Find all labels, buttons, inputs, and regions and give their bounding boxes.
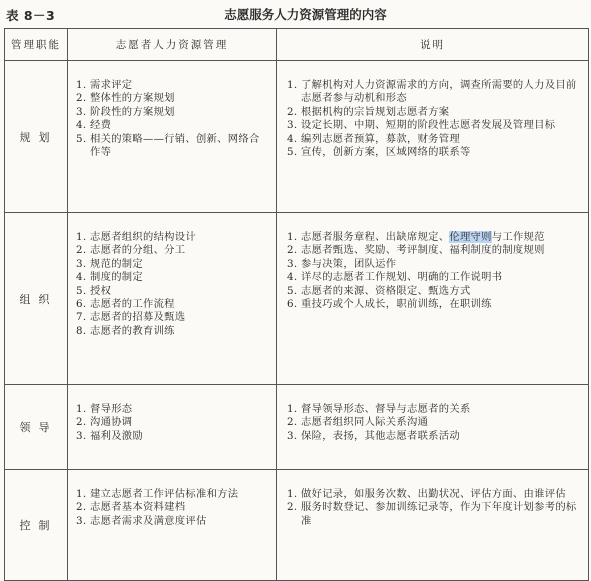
note-number: 3. — [287, 119, 298, 132]
header-function: 管理职能 — [5, 29, 68, 61]
table-row-organizing — [5, 213, 589, 385]
note-text: 参与决策，团队运作 — [301, 257, 397, 270]
table-number: 表 8－3 — [6, 8, 56, 23]
note-item — [287, 285, 578, 298]
note-text: 重技巧或个人成长，职前训练，在职训练 — [301, 298, 492, 311]
item-number: 8. — [76, 324, 87, 337]
item-number: 2. — [76, 92, 87, 105]
note-text: 设定长期、中期、短期的阶段性志愿者发展及管理目标 — [301, 119, 556, 132]
management-item — [76, 501, 270, 514]
management-item — [76, 79, 270, 92]
item-text: 志愿者的教育训练 — [90, 324, 175, 337]
management-list — [76, 79, 270, 159]
management-cell — [68, 470, 277, 581]
management-item — [76, 271, 270, 284]
highlighted-text: 伦理守则 — [449, 231, 492, 243]
note-number: 4. — [287, 132, 298, 145]
table-caption — [0, 4, 591, 26]
note-number: 4. — [287, 271, 298, 284]
function-cell: 规划 — [5, 61, 68, 213]
item-text: 整体性的方案规划 — [90, 92, 175, 105]
header-row — [5, 29, 589, 61]
management-item — [76, 119, 270, 132]
management-item — [76, 311, 270, 324]
note-number: 3. — [287, 257, 298, 270]
note-text: 服务时数登记、参加训练记录等，作为下年度计划参考的标准 — [301, 501, 577, 527]
item-text: 志愿者基本资料建档 — [90, 501, 186, 514]
note-number: 5. — [287, 284, 298, 297]
item-text: 志愿者的招募及甄选 — [90, 311, 186, 324]
management-cell — [68, 385, 277, 470]
note-number: 1. — [287, 79, 298, 91]
note-number: 2. — [287, 105, 298, 118]
item-number: 4. — [76, 119, 87, 132]
item-number: 1. — [76, 79, 87, 91]
item-number: 3. — [76, 257, 87, 270]
item-text: 相关的策略——行销、创新、网络合作等 — [90, 132, 260, 159]
management-list — [76, 403, 270, 443]
notes-cell — [277, 61, 589, 213]
note-text: 志愿者甄选、奖励、考评制度、福利制度的制度规则 — [301, 244, 545, 257]
item-number: 7. — [76, 311, 87, 324]
management-item — [76, 285, 270, 298]
note-item — [287, 133, 578, 146]
note-number: 1. — [287, 403, 298, 415]
management-item — [76, 92, 270, 105]
management-item — [76, 515, 270, 528]
item-text: 志愿者需求及满意度评估 — [90, 514, 207, 527]
note-text: 根据机构的宗旨规划志愿者方案 — [301, 105, 450, 118]
item-text: 经费 — [90, 119, 112, 132]
note-number: 2. — [287, 244, 298, 257]
item-number: 2. — [76, 244, 87, 257]
table-title: 志愿服务人力资源管理的内容 — [224, 7, 387, 22]
item-number: 2. — [76, 416, 87, 429]
item-number: 5. — [76, 132, 87, 145]
management-item — [76, 325, 270, 338]
note-text: 志愿者的来源、资格限定、甄选方式 — [301, 284, 471, 297]
management-item — [76, 430, 270, 443]
item-text: 志愿者的分组、分工 — [90, 244, 186, 257]
note-number: 6. — [287, 298, 298, 311]
notes-cell — [277, 470, 589, 581]
note-item — [287, 146, 578, 159]
note-item — [287, 258, 578, 271]
note-text: 志愿者服务章程、出缺席规定、伦理守则与工作规范 — [301, 231, 545, 243]
note-item — [287, 488, 578, 501]
table-row-planning — [5, 61, 589, 213]
item-number: 2. — [76, 501, 87, 514]
note-item — [287, 416, 578, 429]
management-item — [76, 298, 270, 311]
note-item — [287, 244, 578, 257]
note-text: 详尽的志愿者工作规划、明确的工作说明书 — [301, 271, 503, 284]
table-row-controlling — [5, 470, 589, 581]
header-notes: 说明 — [277, 29, 589, 61]
management-item — [76, 416, 270, 429]
notes-list — [287, 79, 578, 159]
note-text: 做好记录，如服务次数、出勤状况、评估方面、由谁评估 — [301, 488, 566, 500]
management-item — [76, 488, 270, 501]
item-text: 规范的制定 — [90, 257, 143, 270]
notes-cell — [277, 385, 589, 470]
function-cell: 控制 — [5, 470, 68, 581]
hr-management-table — [4, 28, 589, 581]
management-list — [76, 231, 270, 338]
note-item — [287, 501, 578, 528]
note-item — [287, 430, 578, 443]
management-item — [76, 106, 270, 119]
item-text: 福利及激励 — [90, 429, 143, 442]
item-text: 督导形态 — [90, 403, 133, 415]
note-item — [287, 403, 578, 416]
notes-list — [287, 488, 578, 528]
item-number: 3. — [76, 429, 87, 442]
note-number: 2. — [287, 416, 298, 429]
note-number: 1. — [287, 231, 298, 243]
notes-list — [287, 231, 578, 311]
management-item — [76, 133, 270, 160]
item-number: 1. — [76, 403, 87, 415]
item-text: 建立志愿者工作评估标准和方法 — [90, 488, 239, 500]
note-text: 志愿者组织同人际关系沟通 — [301, 416, 429, 429]
item-number: 1. — [76, 231, 87, 243]
item-number: 3. — [76, 514, 87, 527]
item-number: 4. — [76, 271, 87, 284]
management-item — [76, 258, 270, 271]
item-number: 1. — [76, 488, 87, 500]
note-item — [287, 271, 578, 284]
management-item — [76, 231, 270, 244]
item-text: 授权 — [90, 284, 112, 297]
item-text: 志愿者组织的结构设计 — [90, 231, 196, 243]
note-text: 编列志愿者预算，募款，财务管理 — [301, 132, 460, 145]
management-cell — [68, 61, 277, 213]
note-item — [287, 119, 578, 132]
note-number: 3. — [287, 429, 298, 442]
item-text: 沟通协调 — [90, 416, 133, 429]
note-number: 1. — [287, 488, 298, 500]
note-text: 保险，表扬，其他志愿者联系活动 — [301, 429, 460, 442]
item-text: 阶段性的方案规划 — [90, 105, 175, 118]
table-row-leading — [5, 385, 589, 470]
function-cell: 领导 — [5, 385, 68, 470]
note-text: 了解机构对人力资源需求的方向，调查所需要的人力及目前志愿者参与动机和形态 — [301, 79, 577, 105]
header-management: 志愿者人力资源管理 — [68, 29, 277, 61]
item-text: 制度的制定 — [90, 271, 143, 284]
item-number: 5. — [76, 284, 87, 297]
management-item — [76, 403, 270, 416]
note-item — [287, 106, 578, 119]
item-text: 志愿者的工作流程 — [90, 298, 175, 311]
item-number: 6. — [76, 298, 87, 311]
function-cell: 组织 — [5, 213, 68, 385]
item-text: 需求评定 — [90, 79, 133, 91]
management-cell — [68, 213, 277, 385]
note-item — [287, 298, 578, 311]
note-number: 2. — [287, 501, 298, 514]
management-list — [76, 488, 270, 528]
note-item — [287, 231, 578, 244]
item-number: 3. — [76, 105, 87, 118]
notes-list — [287, 403, 578, 443]
note-number: 5. — [287, 146, 298, 159]
note-text: 宣传，创新方案，区域网络的联系等 — [301, 146, 471, 159]
notes-cell — [277, 213, 589, 385]
note-text: 督导领导形态、督导与志愿者的关系 — [301, 403, 471, 415]
management-item — [76, 244, 270, 257]
note-item — [287, 79, 578, 106]
